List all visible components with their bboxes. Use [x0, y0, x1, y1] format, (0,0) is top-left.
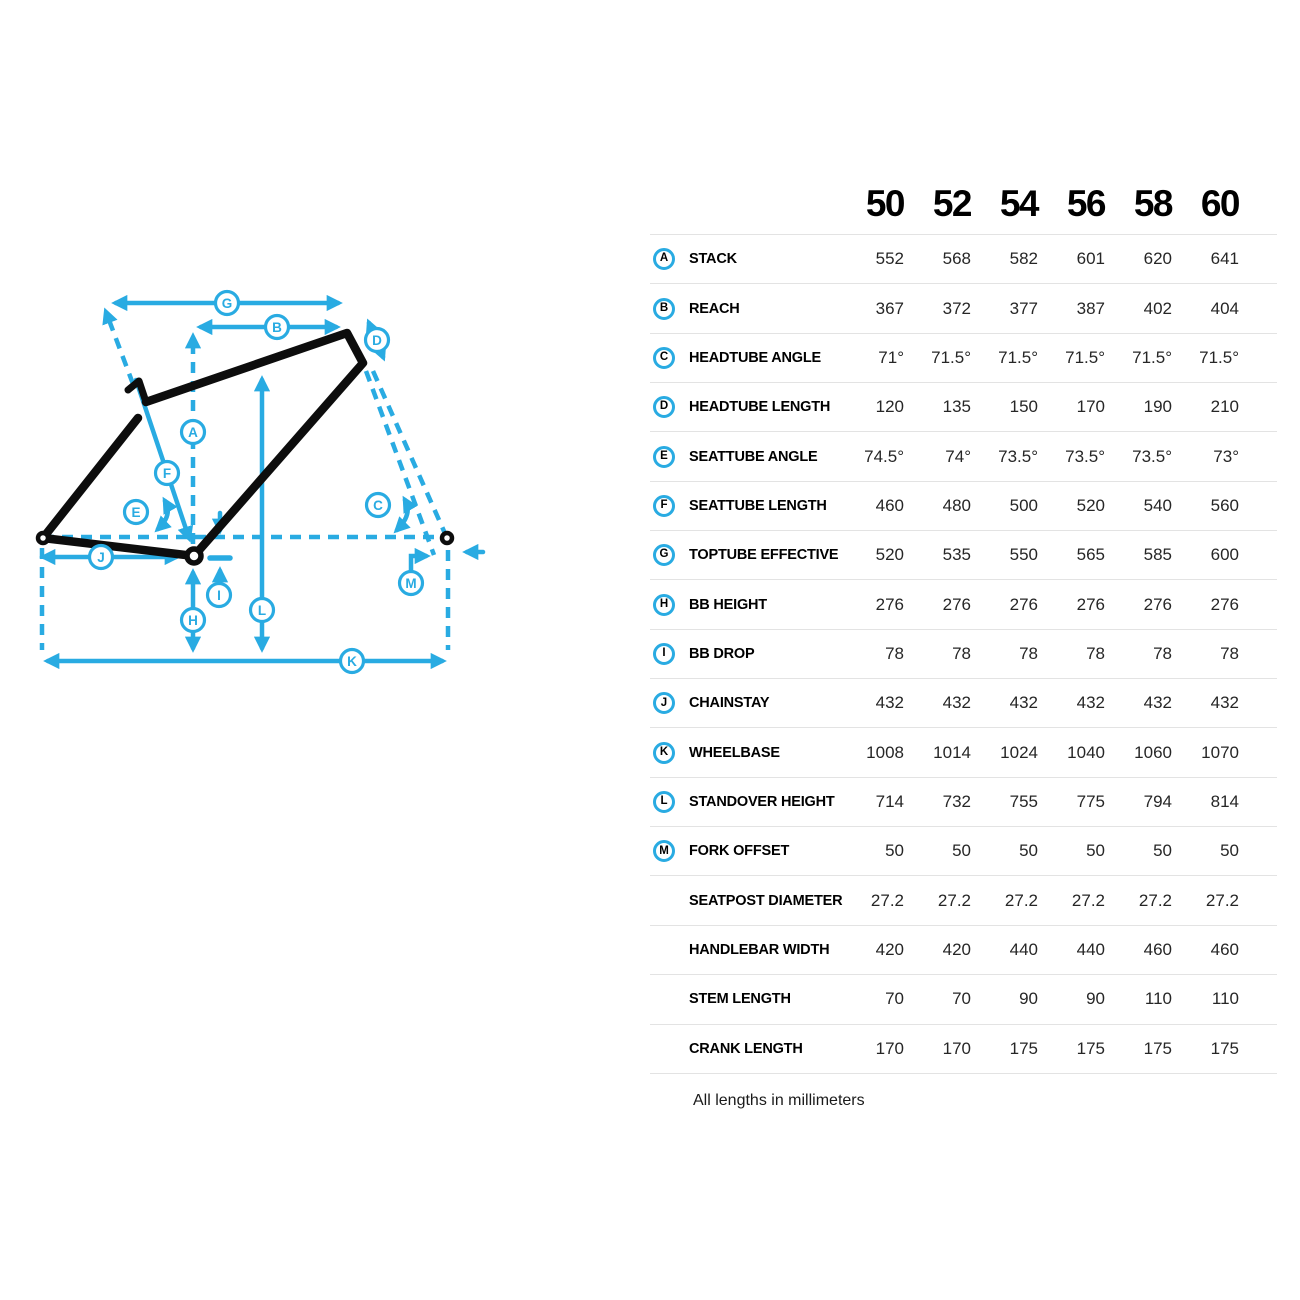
spec-row — [650, 678, 1277, 727]
seatstay — [43, 418, 141, 538]
badge-G — [216, 292, 239, 315]
spec-value: 210 — [1210, 397, 1239, 417]
row-label: STEM LENGTH — [689, 991, 791, 1008]
spec-value: 440 — [1076, 939, 1105, 959]
row-label-cell — [650, 495, 837, 517]
spec-value: 150 — [1009, 397, 1038, 417]
spec-value: 372 — [942, 298, 971, 318]
headtube-angle-arc-C — [397, 500, 408, 530]
row-label-cell — [650, 298, 837, 320]
row-label-cell — [650, 643, 837, 665]
spec-value: 1070 — [1201, 742, 1239, 762]
size-column-header: 60 — [1200, 182, 1239, 224]
spec-value: 620 — [1143, 249, 1172, 269]
spec-value: 50 — [952, 841, 971, 861]
spec-value: 90 — [1019, 989, 1038, 1009]
badge-letter: C — [373, 497, 383, 513]
row-label-cell — [650, 890, 843, 912]
spec-row — [650, 333, 1277, 382]
badge-E — [125, 501, 148, 524]
seatpost-stub — [128, 381, 146, 402]
size-column-header: 50 — [865, 182, 904, 224]
badge-letter: M — [405, 575, 417, 591]
badge-A — [182, 421, 205, 444]
spec-row — [650, 629, 1277, 678]
spec-value: 560 — [1210, 495, 1239, 515]
spec-value: 175 — [1076, 1038, 1105, 1058]
spec-value: 794 — [1143, 791, 1172, 811]
row-label-cell — [650, 446, 837, 468]
spec-value: 175 — [1009, 1038, 1038, 1058]
chainstay-tube — [43, 538, 194, 556]
row-label-cell — [650, 939, 837, 961]
row-label-cell — [650, 742, 837, 764]
spec-value: 500 — [1009, 495, 1038, 515]
spec-value: 432 — [1210, 693, 1239, 713]
spec-value: 585 — [1143, 545, 1172, 565]
bottom-bracket — [187, 549, 201, 563]
spec-value: 170 — [942, 1038, 971, 1058]
spec-value: 1014 — [933, 742, 971, 762]
row-letter-badge: J — [653, 692, 675, 714]
spec-value: 402 — [1143, 298, 1172, 318]
row-letter-badge: M — [653, 840, 675, 862]
row-label: WHEELBASE — [689, 744, 780, 761]
size-column-header: 56 — [1066, 182, 1105, 224]
spec-value: 377 — [1009, 298, 1038, 318]
spec-value: 74° — [945, 446, 971, 466]
spec-value: 404 — [1210, 298, 1239, 318]
spec-value: 27.2 — [937, 890, 971, 910]
spec-value: 432 — [1009, 693, 1038, 713]
badge-L — [251, 599, 274, 622]
badge-letter: K — [347, 653, 357, 669]
rear-axle — [38, 533, 48, 543]
frame-outline — [43, 333, 363, 556]
spec-value: 367 — [875, 298, 904, 318]
badge-letter: B — [272, 319, 282, 335]
spec-row — [650, 974, 1277, 1023]
spec-value: 480 — [942, 495, 971, 515]
spec-value: 190 — [1143, 397, 1172, 417]
spec-value: 420 — [875, 939, 904, 959]
spec-value: 460 — [1210, 939, 1239, 959]
spec-value: 814 — [1210, 791, 1239, 811]
spec-value: 78 — [1086, 643, 1105, 663]
spec-row — [650, 283, 1277, 332]
row-label: TOPTUBE EFFECTIVE — [689, 547, 839, 564]
spec-value: 110 — [1144, 989, 1172, 1009]
row-label: CRANK LENGTH — [689, 1040, 803, 1057]
row-letter-badge: B — [653, 298, 675, 320]
row-label: HANDLEBAR WIDTH — [689, 941, 830, 958]
row-letter-badge: K — [653, 742, 675, 764]
badge-D — [366, 329, 389, 352]
spec-value: 387 — [1076, 298, 1105, 318]
badge-letter: F — [162, 465, 172, 481]
spec-value: 70 — [885, 989, 904, 1009]
spec-value: 276 — [1210, 594, 1239, 614]
spec-value: 1060 — [1134, 742, 1172, 762]
spec-value: 775 — [1076, 791, 1105, 811]
row-label-cell — [650, 396, 837, 418]
spec-value: 600 — [1210, 545, 1239, 565]
badge-letter: G — [221, 295, 233, 311]
row-letter-badge: D — [653, 396, 675, 418]
spec-value: 552 — [875, 249, 904, 269]
spec-row — [650, 1024, 1277, 1073]
badge-letter: A — [188, 424, 198, 440]
row-label-cell — [650, 248, 837, 270]
badge-letter: E — [131, 504, 141, 520]
badge-letter: I — [217, 587, 221, 603]
row-label: CHAINSTAY — [689, 695, 770, 712]
spec-value: 71.5° — [998, 347, 1038, 367]
row-letter-badge: A — [653, 248, 675, 270]
row-label: BB DROP — [689, 645, 755, 662]
badge-C — [367, 494, 390, 517]
spec-value: 27.2 — [1071, 890, 1105, 910]
spec-value: 78 — [1220, 643, 1239, 663]
row-label-cell — [650, 544, 837, 566]
spec-value: 73.5° — [1132, 446, 1172, 466]
spec-value: 582 — [1009, 249, 1038, 269]
spec-value: 135 — [942, 397, 971, 417]
row-label: BB HEIGHT — [689, 596, 767, 613]
toptube-headtube-downtube — [146, 333, 363, 556]
spec-value: 175 — [1210, 1038, 1239, 1058]
units-note: All lengths in millimeters — [693, 1092, 865, 1109]
spec-value: 520 — [1076, 495, 1105, 515]
spec-value: 440 — [1009, 939, 1038, 959]
spec-row — [650, 579, 1277, 628]
spec-value: 78 — [885, 643, 904, 663]
spec-value: 50 — [1086, 841, 1105, 861]
spec-value: 565 — [1076, 545, 1105, 565]
row-letter-badge: G — [653, 544, 675, 566]
spec-value: 540 — [1143, 495, 1172, 515]
row-label: SEATTUBE ANGLE — [689, 448, 818, 465]
row-label: STACK — [689, 251, 737, 268]
spec-value: 601 — [1076, 249, 1105, 269]
spec-value: 27.2 — [870, 890, 904, 910]
spec-row — [650, 481, 1277, 530]
spec-row — [650, 382, 1277, 431]
spec-value: 50 — [1153, 841, 1172, 861]
spec-row — [650, 826, 1277, 875]
spec-value: 27.2 — [1004, 890, 1038, 910]
spec-row — [650, 777, 1277, 826]
spec-value: 70 — [952, 989, 971, 1009]
fork-offset-elbow-arrow-M — [411, 556, 426, 572]
geometry-table-body — [650, 234, 1277, 1074]
spec-value: 460 — [875, 495, 904, 515]
spec-value: 568 — [942, 249, 971, 269]
spec-value: 71.5° — [931, 347, 971, 367]
row-letter-badge: E — [653, 446, 675, 468]
size-header-row — [650, 180, 1277, 226]
spec-value: 714 — [875, 791, 904, 811]
spec-value: 50 — [885, 841, 904, 861]
row-label: SEATTUBE LENGTH — [689, 497, 827, 514]
spec-value: 276 — [1143, 594, 1172, 614]
spec-row — [650, 875, 1277, 924]
spec-value: 1024 — [1000, 742, 1038, 762]
spec-value: 432 — [942, 693, 971, 713]
spec-value: 71.5° — [1065, 347, 1105, 367]
row-label: STANDOVER HEIGHT — [689, 793, 835, 810]
spec-value: 27.2 — [1138, 890, 1172, 910]
spec-value: 73° — [1213, 446, 1239, 466]
spec-value: 432 — [875, 693, 904, 713]
spec-value: 71° — [878, 347, 904, 367]
row-letter-badge: I — [653, 643, 675, 665]
row-label-cell — [650, 988, 837, 1010]
spec-value: 1040 — [1067, 742, 1105, 762]
row-label: HEADTUBE LENGTH — [689, 399, 831, 416]
front-axle — [442, 533, 452, 543]
spec-value: 110 — [1211, 989, 1239, 1009]
spec-value: 276 — [875, 594, 904, 614]
spec-value: 1008 — [866, 742, 904, 762]
size-column-header: 52 — [932, 182, 971, 224]
spec-row — [650, 431, 1277, 480]
spec-value: 535 — [942, 545, 971, 565]
badge-letter: D — [372, 332, 382, 348]
size-column-header: 54 — [999, 182, 1038, 224]
seattube-angle-arc-E — [158, 501, 168, 529]
spec-value: 120 — [875, 397, 904, 417]
badge-F — [156, 462, 179, 485]
spec-row — [650, 530, 1277, 579]
spec-value: 520 — [875, 545, 904, 565]
spec-value: 71.5° — [1132, 347, 1172, 367]
badge-H — [182, 609, 205, 632]
spec-value: 641 — [1210, 249, 1239, 269]
row-label-cell — [650, 1038, 837, 1060]
spec-value: 71.5° — [1199, 347, 1239, 367]
row-letter-badge: F — [653, 495, 675, 517]
spec-value: 175 — [1143, 1038, 1172, 1058]
size-column-header: 58 — [1133, 182, 1172, 224]
badge-B — [266, 316, 289, 339]
spec-value: 27.2 — [1205, 890, 1239, 910]
spec-value: 73.5° — [998, 446, 1038, 466]
spec-value: 276 — [942, 594, 971, 614]
badge-letter: L — [257, 602, 267, 618]
spec-value: 50 — [1220, 841, 1239, 861]
row-label: REACH — [689, 300, 740, 317]
spec-value: 460 — [1143, 939, 1172, 959]
row-letter-badge: L — [653, 791, 675, 813]
spec-row — [650, 234, 1277, 283]
badge-letter: H — [188, 612, 198, 628]
badge-I — [208, 584, 231, 607]
spec-value: 78 — [1019, 643, 1038, 663]
spec-value: 170 — [1076, 397, 1105, 417]
badge-letter: J — [97, 549, 105, 565]
spec-value: 170 — [875, 1038, 904, 1058]
spec-value: 550 — [1009, 545, 1038, 565]
spec-value: 432 — [1076, 693, 1105, 713]
spec-value: 432 — [1143, 693, 1172, 713]
spec-row — [650, 727, 1277, 776]
row-label-cell — [650, 594, 837, 616]
spec-value: 276 — [1076, 594, 1105, 614]
spec-value: 50 — [1019, 841, 1038, 861]
spec-value: 78 — [1153, 643, 1172, 663]
badge-M — [400, 572, 423, 595]
row-letter-badge: H — [653, 594, 675, 616]
spec-value: 90 — [1086, 989, 1105, 1009]
spec-row — [650, 925, 1277, 974]
row-label-cell — [650, 692, 837, 714]
seattube-axis-extension-dashed — [106, 312, 133, 384]
badge-K — [341, 650, 364, 673]
row-label: SEATPOST DIAMETER — [689, 892, 843, 909]
spec-value: 276 — [1009, 594, 1038, 614]
badge-J — [90, 546, 113, 569]
row-label: HEADTUBE ANGLE — [689, 349, 821, 366]
row-label: FORK OFFSET — [689, 843, 790, 860]
spec-value: 755 — [1009, 791, 1038, 811]
row-label-cell — [650, 347, 837, 369]
spec-value: 74.5° — [864, 446, 904, 466]
row-letter-badge: C — [653, 347, 675, 369]
bike-geometry-diagram — [0, 0, 540, 720]
spec-value: 420 — [942, 939, 971, 959]
spec-value: 732 — [942, 791, 971, 811]
dashed-construction-lines — [42, 312, 448, 650]
row-label-cell — [650, 840, 837, 862]
spec-value: 73.5° — [1065, 446, 1105, 466]
spec-value: 78 — [952, 643, 971, 663]
row-label-cell — [650, 791, 837, 813]
